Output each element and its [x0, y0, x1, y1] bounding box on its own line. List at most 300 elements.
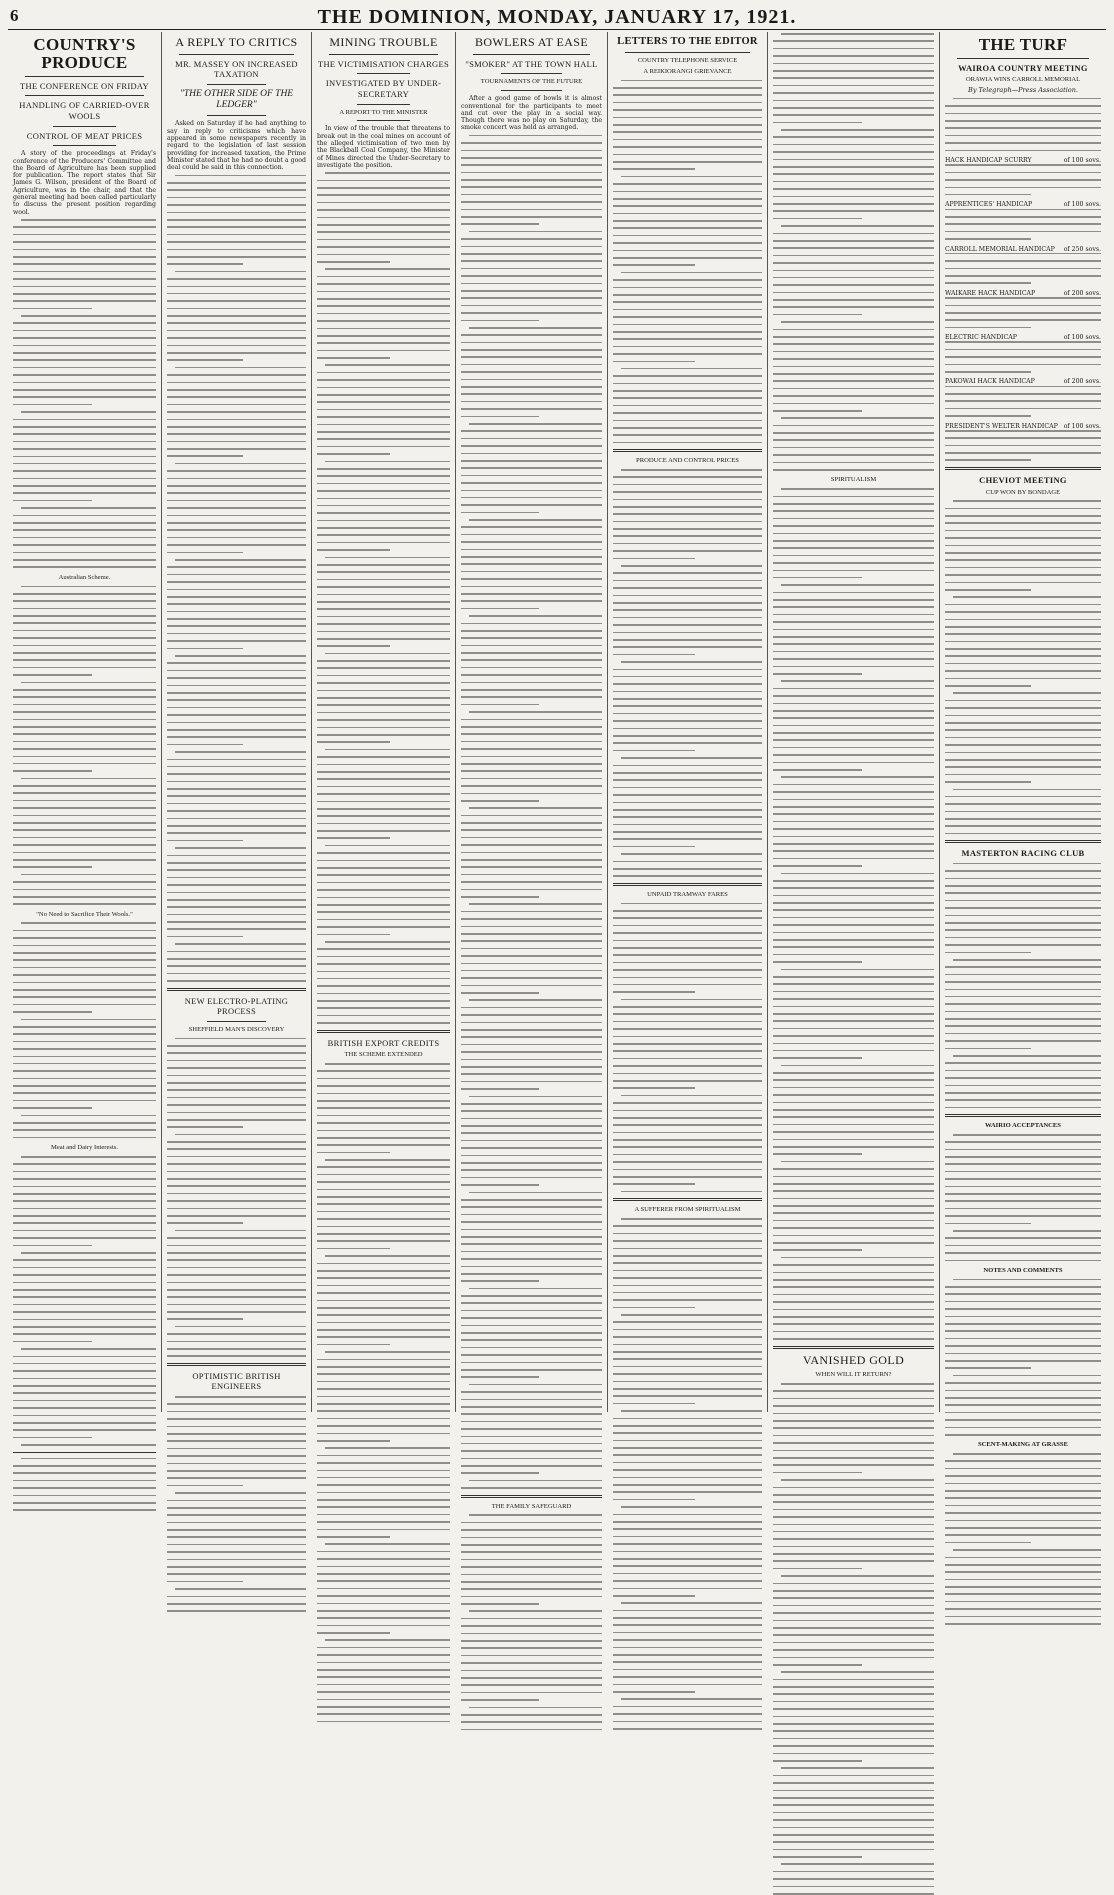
- text-line: [13, 903, 156, 905]
- text-line: [167, 1089, 306, 1091]
- text-line: [613, 161, 762, 163]
- text-line: [945, 922, 1101, 924]
- text-line: [945, 1483, 1101, 1485]
- text-line: [773, 277, 934, 279]
- text-line: [13, 1033, 156, 1035]
- text-line: [773, 828, 934, 830]
- text-line: [461, 652, 602, 654]
- text-line: [167, 677, 306, 679]
- text-line: [167, 404, 306, 406]
- text-line: [773, 1553, 934, 1555]
- text-line: [621, 661, 762, 663]
- text-line: [945, 430, 1101, 432]
- text-line: [167, 1477, 306, 1479]
- text-line: [613, 346, 762, 348]
- text-line: [773, 85, 934, 87]
- text-line: [773, 902, 934, 904]
- text-line: [167, 552, 243, 554]
- text-line: [773, 1420, 934, 1422]
- text-line: [317, 1699, 450, 1701]
- text-line: [461, 150, 602, 152]
- text-line: [317, 1484, 450, 1486]
- text-line: [773, 1464, 934, 1466]
- text-line: [613, 969, 762, 971]
- article-paragraph: After a good game of bowls it is almost conventional for the participants to meet and cut over the play in a social way. Though there was no play on Saturday, the smoke concert was held as arranged.: [461, 95, 602, 132]
- text-line: [13, 1078, 156, 1080]
- text-line: [945, 722, 1101, 724]
- text-line: [945, 253, 1101, 255]
- text-line: [317, 682, 450, 684]
- text-line: [13, 1370, 156, 1372]
- text-line: [13, 1356, 156, 1358]
- race-stake: of 200 sovs.: [1063, 289, 1101, 297]
- text-line: [13, 263, 156, 265]
- text-line: [461, 1529, 602, 1531]
- text-line: [461, 741, 602, 743]
- text-line: [773, 1760, 862, 1762]
- text-line: [167, 204, 306, 206]
- text-line: [317, 1166, 450, 1168]
- text-line: [167, 1237, 306, 1239]
- text-line: [13, 1230, 156, 1232]
- text-line: [613, 977, 762, 979]
- text-line: [13, 1237, 156, 1239]
- text-line: [317, 424, 450, 426]
- text-line: [317, 1492, 450, 1494]
- text-line: [461, 371, 602, 373]
- text-line: [13, 374, 156, 376]
- text-line: [461, 194, 602, 196]
- text-line: [773, 1294, 934, 1296]
- race-name: CARROLL MEMORIAL HANDICAP: [945, 245, 1055, 253]
- text-line: [317, 254, 450, 256]
- text-line: [945, 885, 1101, 887]
- text-line: [945, 892, 1101, 894]
- text-line: [167, 618, 306, 620]
- race-result-item: [945, 201, 1101, 208]
- text-line: [613, 94, 762, 96]
- text-line: [317, 475, 450, 477]
- text-line: [773, 1006, 934, 1008]
- text-line: [13, 726, 156, 728]
- text-line: [167, 241, 306, 243]
- text-line: [945, 1360, 1101, 1362]
- text-line: [317, 283, 450, 285]
- text-line: [317, 1721, 450, 1723]
- text-line: [613, 698, 762, 700]
- text-line: [461, 1036, 602, 1038]
- text-line: [613, 1381, 762, 1383]
- text-line: [945, 415, 1031, 417]
- text-line: [773, 1309, 934, 1311]
- text-line: [773, 1390, 934, 1392]
- text-line: [613, 1462, 762, 1464]
- text-line: [13, 974, 156, 976]
- text-line: [317, 379, 450, 381]
- text-line: [317, 209, 450, 211]
- text-line: [317, 571, 450, 573]
- text-line: [945, 1353, 1101, 1355]
- text-line: [945, 341, 1101, 343]
- race-result-item: [945, 334, 1101, 341]
- text-line: [317, 1433, 450, 1435]
- text-line: [945, 619, 1101, 621]
- text-line: [613, 513, 762, 515]
- text-line: [461, 1376, 539, 1378]
- text-line: [13, 1363, 156, 1365]
- text-line: [13, 748, 156, 750]
- text-line: [613, 543, 762, 545]
- text-line: [945, 1434, 1101, 1436]
- text-line: [613, 1321, 762, 1323]
- text-line: [945, 445, 1101, 447]
- text-line: [13, 544, 156, 546]
- text-line: [167, 507, 306, 509]
- text-line: [945, 349, 1101, 351]
- text-line: [773, 1797, 934, 1799]
- text-line: [167, 1126, 243, 1128]
- text-line: [461, 1214, 602, 1216]
- text-line: [13, 785, 156, 787]
- text-line: [613, 654, 695, 656]
- text-line: [613, 595, 762, 597]
- text-line: [317, 1662, 450, 1664]
- text-line: [613, 954, 762, 956]
- text-line: [773, 388, 934, 390]
- text-line: [317, 1100, 450, 1102]
- text-line: [613, 1248, 762, 1250]
- text-line: [13, 1222, 156, 1224]
- text-line: [621, 1095, 762, 1097]
- masthead-title: THE DOMINION, MONDAY, JANUARY 17, 1921.: [317, 6, 797, 28]
- text-line: [461, 342, 602, 344]
- text-line: [167, 515, 306, 517]
- text-line: [945, 1323, 1101, 1325]
- text-line: [317, 1130, 450, 1132]
- text-line: [461, 1603, 539, 1605]
- text-line: [461, 1266, 602, 1268]
- text-line: [613, 1706, 762, 1708]
- body-text-block: [13, 921, 156, 1138]
- text-line: [613, 484, 762, 486]
- text-line: [13, 945, 156, 947]
- text-line: [613, 816, 762, 818]
- text-line: [317, 1632, 390, 1634]
- text-line: [317, 616, 450, 618]
- text-line: [461, 1088, 539, 1090]
- text-line: [461, 334, 602, 336]
- text-line: [945, 1245, 1101, 1247]
- text-line: [461, 748, 602, 750]
- text-line: [945, 179, 1101, 181]
- text-line: [469, 615, 602, 617]
- text-line: [167, 256, 306, 258]
- body-text-block: [13, 1155, 156, 1446]
- text-line: [317, 601, 450, 603]
- text-line: [773, 55, 934, 57]
- text-line: [945, 120, 1101, 122]
- text-line: [317, 734, 450, 736]
- text-line: [167, 1296, 306, 1298]
- text-line: [945, 907, 1101, 909]
- body-text-block: [167, 1395, 306, 1612]
- text-line: [167, 300, 306, 302]
- body-text-block: [13, 585, 156, 905]
- text-line: [167, 1507, 306, 1509]
- text-line: [621, 1191, 762, 1193]
- text-line: [773, 1035, 934, 1037]
- text-line: [325, 653, 450, 655]
- text-line: [613, 1418, 762, 1420]
- text-line: [175, 1396, 306, 1398]
- text-line: [461, 667, 602, 669]
- text-line: [317, 608, 450, 610]
- text-line: [167, 685, 306, 687]
- text-line: [773, 262, 934, 264]
- text-line: [781, 33, 934, 35]
- text-line: [167, 729, 306, 731]
- text-line: [461, 556, 602, 558]
- text-line: [167, 234, 306, 236]
- text-line: [621, 903, 762, 905]
- text-line: [461, 1537, 602, 1539]
- text-line: [317, 712, 450, 714]
- text-line: [317, 778, 450, 780]
- text-line: [317, 527, 450, 529]
- text-line: [621, 1602, 762, 1604]
- text-line: [773, 533, 934, 535]
- text-line: [945, 260, 1101, 262]
- text-line: [167, 1267, 306, 1269]
- text-line: [945, 1397, 1101, 1399]
- text-line: [773, 77, 934, 79]
- text-line: [167, 389, 306, 391]
- text-line: [317, 401, 450, 403]
- text-line: [461, 1310, 602, 1312]
- text-line: [781, 321, 934, 323]
- text-line: [317, 542, 450, 544]
- text-line: [317, 1684, 450, 1686]
- text-line: [317, 1691, 450, 1693]
- text-line: [945, 1579, 1101, 1581]
- text-line: [317, 1085, 450, 1087]
- text-line: [461, 1559, 602, 1561]
- text-line: [773, 946, 934, 948]
- text-line: [167, 1259, 306, 1261]
- text-line: [461, 852, 602, 854]
- text-line: [945, 1557, 1101, 1559]
- text-line: [613, 1469, 762, 1471]
- text-line: [167, 1156, 306, 1158]
- text-line: [167, 1082, 306, 1084]
- text-line: [461, 578, 602, 580]
- text-line: [953, 863, 1101, 865]
- text-line: [167, 670, 306, 672]
- text-line: [317, 860, 450, 862]
- text-line: [613, 1661, 762, 1663]
- text-line: [167, 322, 306, 324]
- text-line: [13, 249, 156, 251]
- text-line: [773, 739, 934, 741]
- text-line: [945, 559, 1101, 561]
- text-line: [945, 900, 1101, 902]
- body-text-block: [773, 487, 934, 1340]
- text-line: [167, 470, 306, 472]
- text-line: [461, 1051, 602, 1053]
- text-line: [167, 1470, 306, 1472]
- text-line: [21, 1348, 156, 1350]
- text-line: [13, 448, 156, 450]
- column-6: [768, 32, 940, 1412]
- text-line: [167, 352, 306, 354]
- text-line: [773, 1753, 934, 1755]
- text-line: [945, 1571, 1101, 1573]
- text-line: [167, 1610, 306, 1612]
- text-line: [613, 1117, 762, 1119]
- text-line: [461, 1251, 602, 1253]
- text-line: [945, 1468, 1101, 1470]
- text-line: [773, 63, 934, 65]
- text-line: [461, 526, 602, 528]
- text-line: [773, 203, 934, 205]
- text-line: [13, 689, 156, 691]
- text-line: [945, 393, 1101, 395]
- text-line: [167, 1052, 306, 1054]
- text-line: [13, 1122, 156, 1124]
- text-line: [317, 638, 450, 640]
- text-line: [461, 1007, 602, 1009]
- text-line: [461, 1132, 602, 1134]
- byline: By Telegraph—Press Association.: [968, 86, 1078, 95]
- text-line: [317, 564, 450, 566]
- text-line: [13, 881, 156, 883]
- text-line: [773, 100, 934, 102]
- text-line: [325, 1255, 450, 1257]
- headline-export-credits: BRITISH EXPORT CREDITS: [327, 1037, 440, 1048]
- text-line: [945, 1025, 1101, 1027]
- race-stake: of 200 sovs.: [1063, 378, 1101, 386]
- text-line: [613, 1292, 762, 1294]
- race-name: WAIKARE HACK HANDICAP: [945, 289, 1036, 297]
- text-line: [325, 172, 450, 174]
- text-line: [945, 1156, 1101, 1158]
- text-line: [945, 1616, 1101, 1618]
- text-line: [13, 1186, 156, 1188]
- text-line: [613, 491, 762, 493]
- text-line: [945, 1077, 1101, 1079]
- text-line: [613, 1183, 695, 1185]
- text-line: [773, 754, 934, 756]
- text-line: [781, 1575, 934, 1577]
- text-line: [613, 1146, 762, 1148]
- text-line: [613, 1617, 762, 1619]
- text-line: [461, 1450, 602, 1452]
- text-line: [317, 1470, 450, 1472]
- text-line: [167, 330, 306, 332]
- text-line: [317, 786, 450, 788]
- text-line: [317, 1248, 390, 1250]
- text-line: [773, 703, 934, 705]
- text-line: [167, 189, 306, 191]
- text-line: [13, 404, 92, 406]
- text-line: [613, 1551, 762, 1553]
- text-line: [13, 763, 156, 765]
- text-line: [461, 785, 602, 787]
- columns: [8, 32, 1106, 1510]
- text-line: [469, 903, 602, 905]
- text-line: [13, 300, 156, 302]
- text-line: [317, 1499, 450, 1501]
- text-line: [317, 372, 450, 374]
- text-line: [945, 996, 1101, 998]
- text-line: [781, 873, 934, 875]
- text-line: [167, 1529, 306, 1531]
- text-line: [945, 685, 1031, 687]
- text-line: [773, 454, 934, 456]
- text-line: [613, 580, 762, 582]
- text-line: [461, 1458, 602, 1460]
- text-line: [613, 1307, 695, 1309]
- text-line: [773, 821, 934, 823]
- text-line: [773, 1116, 934, 1118]
- text-line: [613, 1521, 762, 1523]
- text-line: [461, 1147, 602, 1149]
- text-line: [945, 981, 1101, 983]
- text-line: [317, 1625, 450, 1627]
- text-line: [613, 1102, 762, 1104]
- text-line: [13, 1472, 156, 1474]
- text-line: [167, 840, 243, 842]
- text-line: [613, 294, 762, 296]
- text-line: [13, 959, 156, 961]
- text-line: [167, 1282, 306, 1284]
- text-line: [461, 1169, 602, 1171]
- text-line: [945, 752, 1101, 754]
- text-line: [13, 1056, 156, 1058]
- text-line: [773, 439, 934, 441]
- text-line: [317, 1137, 450, 1139]
- text-line: [461, 1465, 602, 1467]
- text-line: [461, 674, 602, 676]
- text-line: [945, 1171, 1101, 1173]
- text-line: [461, 386, 602, 388]
- text-line: [317, 246, 450, 248]
- text-line: [317, 298, 450, 300]
- text-line: [945, 1404, 1101, 1406]
- text-line: [13, 896, 156, 898]
- text-line: [773, 496, 934, 498]
- text-line: [13, 996, 156, 998]
- text-line: [13, 308, 92, 310]
- headline-vanished-gold: VANISHED GOLD: [802, 1352, 905, 1367]
- text-line: [317, 187, 450, 189]
- text-line: [461, 1118, 602, 1120]
- text-line: [175, 559, 306, 561]
- text-line: [13, 1171, 156, 1173]
- text-line: [167, 1455, 306, 1457]
- text-line: [167, 1418, 306, 1420]
- text-line: [613, 420, 762, 422]
- text-line: [317, 697, 450, 699]
- text-line: [167, 566, 306, 568]
- text-line: [613, 617, 762, 619]
- text-line: [613, 1669, 762, 1671]
- text-line: [461, 1588, 602, 1590]
- text-line: [317, 1307, 450, 1309]
- text-line: [773, 769, 862, 771]
- headline-electro-plating: NEW ELECTRO-PLATING PROCESS: [184, 995, 289, 1017]
- text-line: [613, 198, 762, 200]
